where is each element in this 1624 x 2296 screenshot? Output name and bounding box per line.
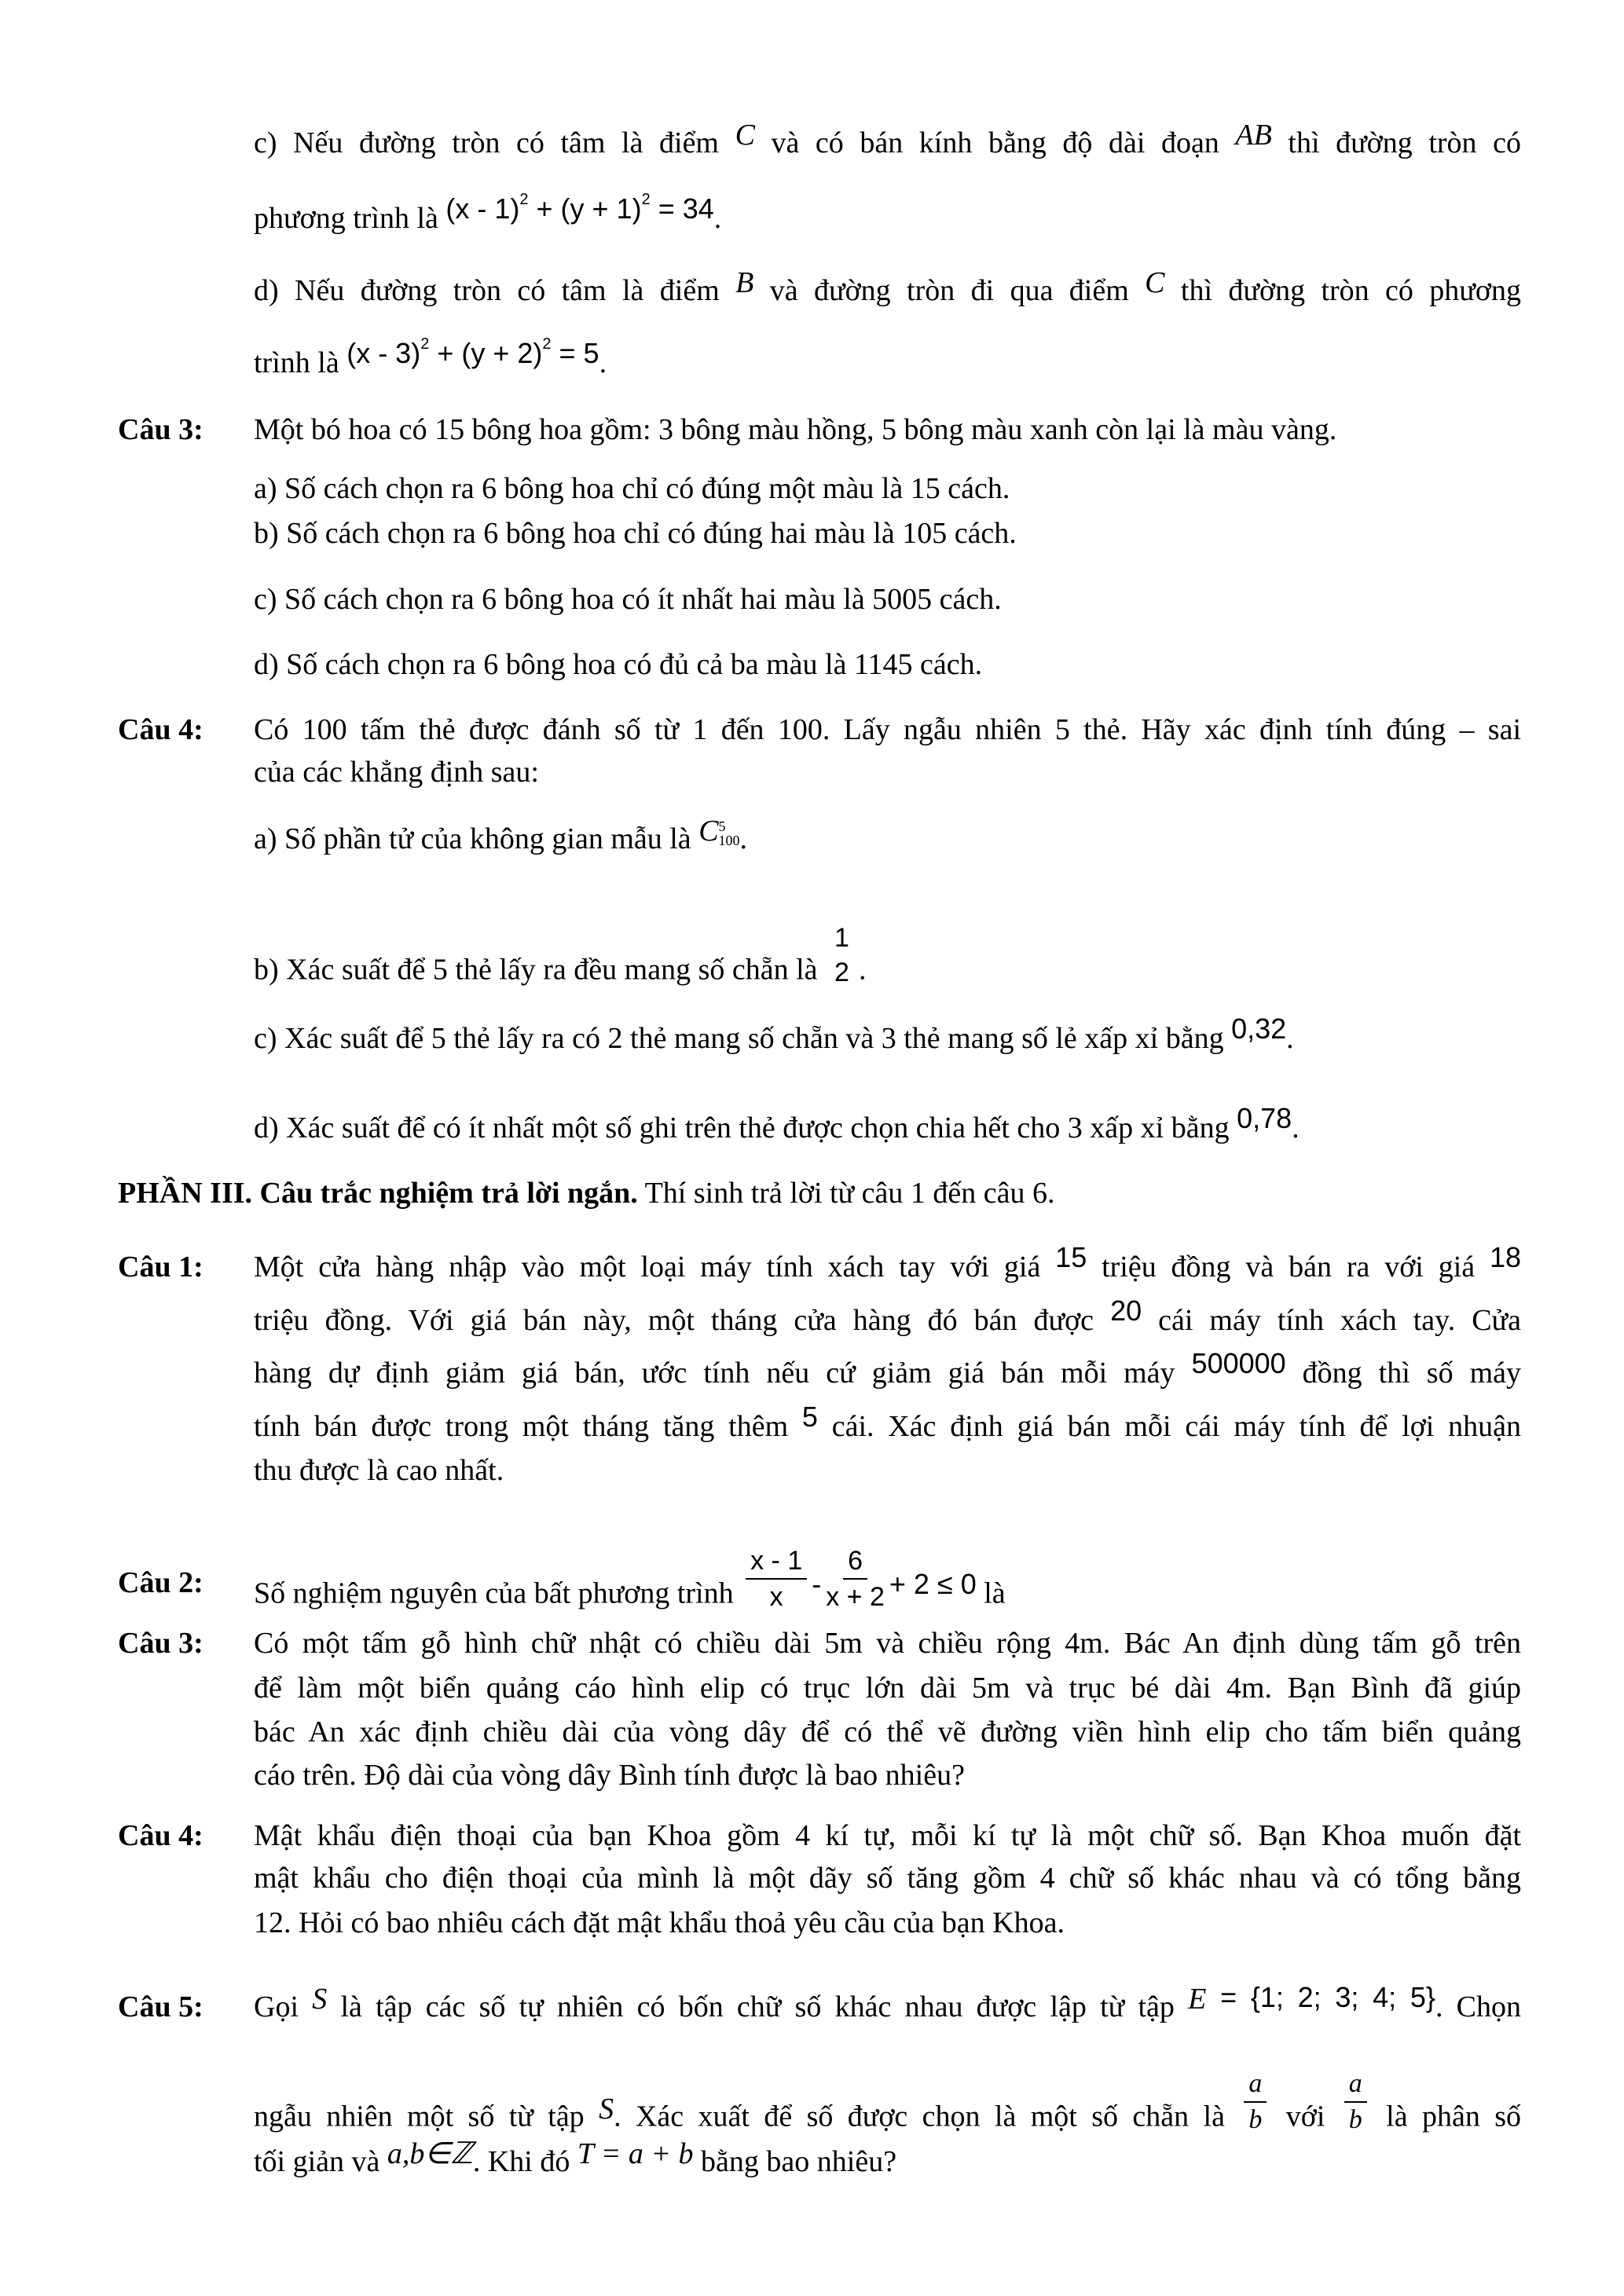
math-sub-superscript xyxy=(719,819,740,848)
text-line xyxy=(254,1753,1521,1797)
text-line xyxy=(254,335,1521,385)
text-run: mật khẩu cho điện thoại của mình là một dãy số tăng gồm 4 chữ số khác nhau và có tổng bằng xyxy=(254,1862,1521,1895)
math-variable: C xyxy=(735,119,755,152)
text-line xyxy=(254,1347,1521,1395)
text-line xyxy=(254,1448,1521,1492)
math-fraction xyxy=(746,1543,807,1614)
math-expression: = 34 xyxy=(650,192,714,225)
text-run: d) Nếu đường tròn có tâm là điểm xyxy=(254,274,736,307)
text-run: ngẫu nhiên một số từ tập xyxy=(254,2100,599,2133)
text-run: Một bó hoa có 15 bông hoa gồm: 3 bông màu hồng, 5 bông màu xanh còn lại là màu vàng. xyxy=(254,413,1337,446)
question-text xyxy=(254,408,1521,452)
math-variable: E xyxy=(1188,1983,1207,2016)
math-fraction xyxy=(826,1543,885,1614)
text-line xyxy=(118,1546,1521,1612)
math-variable: S xyxy=(599,2092,614,2126)
text-run: . xyxy=(858,953,867,987)
text-run: c) Số cách chọn ra 6 bông hoa có ít nhất hai màu là 5005 cách. xyxy=(254,583,1002,616)
math-expression: 20 xyxy=(1110,1294,1142,1327)
text-line xyxy=(254,467,1521,511)
math-expression: - xyxy=(812,1567,822,1600)
text-run: triệu đồng. Với giá bán này, một tháng cửa hàng đó bán được xyxy=(254,1304,1111,1337)
text-run: Số nghiệm nguyên của bất phương trình xyxy=(254,1576,742,1610)
text-run: c) Xác suất để 5 thẻ lấy ra có 2 thẻ mang số chẵn và 3 thẻ mang số lẻ xấp xỉ bằng xyxy=(254,1022,1232,1055)
text-line xyxy=(118,1171,1521,1215)
text-line xyxy=(254,1856,1521,1900)
fraction-denominator: b xyxy=(1248,2105,1263,2134)
text-line xyxy=(254,1710,1521,1754)
text-run: a) Số phần tử của không gian mẫu là xyxy=(254,822,699,855)
question-text xyxy=(254,1241,1522,1289)
text-run: thì đường tròn có xyxy=(1271,126,1522,159)
text-run: a) Số cách chọn ra 6 bông hoa chỉ có đúng một màu là 15 cách. xyxy=(254,472,1010,505)
text-line xyxy=(254,1013,1521,1060)
text-run: tính bán được trong một tháng tăng thêm xyxy=(254,1410,802,1443)
text-run: Gọi xyxy=(254,1990,313,2023)
text-run: thì đường tròn có phương xyxy=(1164,274,1521,307)
math-expression: 18 xyxy=(1489,1241,1522,1273)
text-run: . xyxy=(739,822,748,855)
text-run: Thí sinh trả lời từ câu 1 đến câu 6. xyxy=(637,1177,1055,1210)
question-label: Câu 3: xyxy=(118,413,203,446)
fraction-numerator: a xyxy=(1344,2067,1367,2103)
fraction-numerator: 1 xyxy=(834,923,849,953)
text-run: là tập các số tự nhiên có bốn chữ số khác nhau được lập từ tập xyxy=(327,1990,1189,2023)
text-run: triệu đồng và bán ra với giá xyxy=(1087,1251,1490,1283)
text-run: phương trình là xyxy=(254,202,446,235)
question-label: Câu 4: xyxy=(118,713,203,746)
math-expression: 15 xyxy=(1055,1241,1087,1273)
text-run: Một cửa hàng nhập vào một loại máy tính xách tay với giá xyxy=(254,1251,1056,1283)
math-expression: + (y + 1) xyxy=(528,192,642,225)
question-text xyxy=(254,1814,1521,1858)
text-run: của các khẳng định sau: xyxy=(254,756,539,789)
text-run: hàng dự định giảm giá bán, ước tính nếu cứ giảm giá bán mỗi máy xyxy=(254,1357,1192,1390)
fraction-numerator: x - 1 xyxy=(746,1543,807,1580)
text-run: để làm một biển quảng cáo hình elip có trục lớn dài 5m và trục bé dài 4m. Bạn Bình đã giúp xyxy=(254,1672,1521,1705)
text-line xyxy=(118,408,1521,452)
text-run: Có 100 tấm thẻ được đánh số từ 1 đến 100. Lấy ngẫu nhiên 5 thẻ. Hãy xác định tính đúng – sai xyxy=(254,713,1521,746)
math-expression: + (y + 2) xyxy=(429,337,543,369)
text-line xyxy=(254,817,1521,861)
math-variable: C xyxy=(1145,266,1165,299)
text-line xyxy=(254,1294,1522,1342)
text-run: bác An xác định chiều dài của vòng dây để có thể vẽ đường viền hình elip cho tấm biển quảng xyxy=(254,1716,1521,1749)
math-expression: (x - 1) xyxy=(445,192,520,225)
math-expression: + 2 ≤ 0 xyxy=(889,1567,977,1600)
math-expression: = {1; 2; 3; 4; 5} xyxy=(1206,1981,1435,2013)
text-run: . Xác xuất để số được chọn là một số chẵn là xyxy=(614,2100,1240,2133)
text-run: tối giản và xyxy=(254,2145,387,2178)
question-text xyxy=(254,1621,1521,1665)
math-superscript: 5 xyxy=(718,818,726,835)
section-heading: PHẦN III. Câu trắc nghiệm trả lời ngắn. xyxy=(118,1177,638,1210)
text-line xyxy=(254,2069,1521,2134)
text-line xyxy=(118,1814,1521,1858)
text-run: Có một tấm gỗ hình chữ nhật có chiều dài 5m và chiều rộng 4m. Bác An định dùng tấm gỗ trên xyxy=(254,1627,1521,1660)
fraction-denominator: b xyxy=(1348,2105,1362,2134)
text-run: d) Xác suất để có ít nhất một số ghi trên thẻ được chọn chia hết cho 3 xấp xỉ bằng xyxy=(254,1111,1237,1144)
text-line xyxy=(254,923,1521,987)
text-run: cái máy tính xách tay. Cửa xyxy=(1142,1304,1522,1337)
text-run: . xyxy=(713,202,722,235)
text-run: cáo trên. Độ dài của vòng dây Bình tính được là bao nhiêu? xyxy=(254,1759,965,1792)
question-label: Câu 5: xyxy=(118,1990,203,2023)
math-exponent: 2 xyxy=(542,335,552,353)
math-variable: T = a + b xyxy=(577,2137,694,2170)
text-run: và đường tròn đi qua điểm xyxy=(753,274,1146,307)
math-variable: S xyxy=(312,1983,328,2016)
fraction-denominator: x + 2 xyxy=(826,1582,885,1612)
math-fraction xyxy=(1244,2067,1267,2137)
text-line xyxy=(254,2137,1521,2184)
fraction-denominator: 2 xyxy=(834,958,849,987)
text-run: d) Số cách chọn ra 6 bông hoa có đủ cả ba màu là 1145 cách. xyxy=(254,648,983,681)
text-run: thu được là cao nhất. xyxy=(254,1454,504,1487)
text-line xyxy=(118,708,1521,752)
text-line xyxy=(118,1241,1522,1289)
text-line xyxy=(254,121,1521,165)
math-subscript: 100 xyxy=(718,833,740,849)
math-expression: 500000 xyxy=(1191,1347,1286,1379)
text-run: c) Nếu đường tròn có tâm là điểm xyxy=(254,126,735,159)
text-line xyxy=(254,1401,1521,1448)
math-fraction xyxy=(1344,2067,1367,2137)
text-line xyxy=(254,511,1521,555)
text-line xyxy=(254,750,1521,794)
fraction-numerator: 6 xyxy=(843,1543,867,1580)
math-expression: 0,32 xyxy=(1231,1013,1287,1045)
math-variable: a,b∈ℤ xyxy=(387,2137,473,2170)
math-exponent: 2 xyxy=(420,335,430,353)
text-run: Mật khẩu điện thoại của bạn Khoa gồm 4 kí tự, mỗi kí tự là một chữ số. Bạn Khoa muốn đặt xyxy=(254,1819,1521,1852)
text-run: . Khi đó xyxy=(472,2145,577,2178)
text-run: . xyxy=(1286,1022,1294,1055)
text-run: và có bán kính bằng độ dài đoạn xyxy=(754,126,1236,159)
text-run: là phân số xyxy=(1371,2100,1521,2133)
text-line xyxy=(118,1621,1521,1665)
question-text xyxy=(254,1981,1522,2029)
math-variable: B xyxy=(735,266,754,299)
math-fraction xyxy=(830,921,854,990)
text-run: trình là xyxy=(254,346,347,379)
math-exponent: 2 xyxy=(519,191,529,208)
text-run: b) Xác suất để 5 thẻ lấy ra đều mang số chẵn là xyxy=(254,953,826,987)
question-label: Câu 2: xyxy=(118,1566,203,1599)
text-line xyxy=(254,577,1521,621)
math-variable: C xyxy=(698,815,719,848)
math-exponent: 2 xyxy=(641,191,651,208)
text-run: cái. Xác định giá bán mỗi cái máy tính để lợi nhuận xyxy=(817,1410,1521,1443)
text-line xyxy=(254,191,1521,240)
question-label: Câu 1: xyxy=(118,1251,203,1283)
math-variable: AB xyxy=(1235,119,1272,152)
question-label: Câu 4: xyxy=(118,1819,203,1852)
fraction-numerator: a xyxy=(1244,2067,1267,2103)
math-expression: = 5 xyxy=(551,337,599,369)
question-text xyxy=(254,708,1521,752)
math-expression: (x - 3) xyxy=(346,337,421,369)
math-expression: 0,78 xyxy=(1237,1102,1292,1134)
text-line xyxy=(254,266,1521,313)
fraction-denominator: x xyxy=(769,1582,783,1612)
text-run: đồng thì số máy xyxy=(1285,1357,1521,1390)
text-line xyxy=(254,643,1521,687)
text-line xyxy=(254,1901,1521,1945)
text-run: . xyxy=(599,346,607,379)
text-line xyxy=(118,1981,1522,2029)
text-run: là xyxy=(976,1576,1006,1610)
text-run: với xyxy=(1271,2100,1340,2133)
text-run: 12. Hỏi có bao nhiêu cách đặt mật khẩu thoả yêu cầu của bạn Khoa. xyxy=(254,1906,1065,1939)
text-run: bằng bao nhiêu? xyxy=(693,2145,897,2178)
text-line xyxy=(254,1102,1521,1150)
question-label: Câu 3: xyxy=(118,1627,203,1660)
text-run: . Chọn xyxy=(1435,1990,1522,2023)
text-run: b) Số cách chọn ra 6 bông hoa chỉ có đúng hai màu là 105 cách. xyxy=(254,517,1017,550)
text-line xyxy=(254,1666,1521,1710)
math-expression: 5 xyxy=(801,1401,818,1433)
text-run: . xyxy=(1292,1111,1300,1144)
